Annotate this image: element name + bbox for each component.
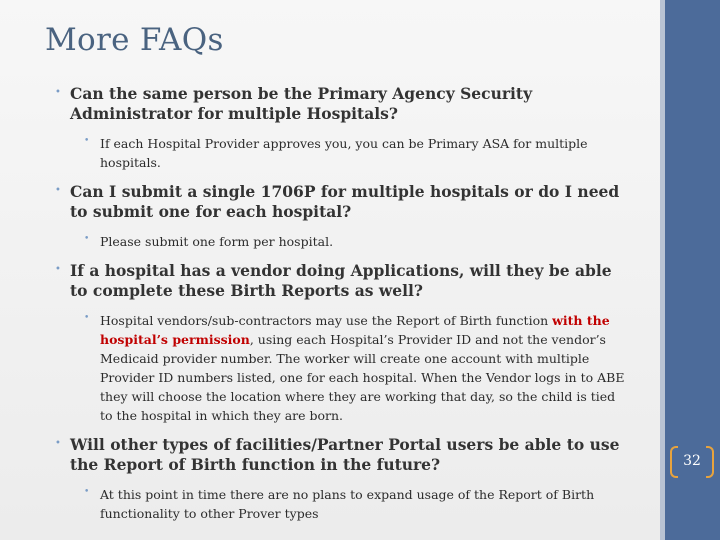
faq-answer: At this point in time there are no plans to expand usage of the Report of Birth functionality to other Prover types (100, 487, 595, 521)
faq-item (55, 182, 630, 251)
faq-question: Will other types of facilities/Partner Portal users be able to use the Report of Birth function in the future? (70, 435, 620, 474)
faq-question: Can I submit a single 1706P for multiple hospitals or do I need to submit one for each hospital? (70, 182, 620, 221)
bullet-icon: • (84, 234, 90, 244)
faq-answer-item (70, 311, 630, 425)
answer-text-start: Hospital vendors/sub-contractors may use the Report of Birth function (100, 313, 553, 328)
faq-question: If a hospital has a vendor doing Applications, will they be able to complete these Birth Reports as well? (70, 261, 612, 300)
bullet-icon: • (55, 264, 61, 275)
left-bracket-icon (670, 446, 678, 478)
slide-title: More FAQs (45, 22, 224, 58)
faq-answer: Please submit one form per hospital. (100, 234, 334, 249)
page-number-text: 32 (683, 453, 701, 469)
page-number (670, 446, 714, 476)
faq-answer-item (70, 232, 630, 251)
bullet-icon: • (84, 487, 90, 497)
faq-item (55, 435, 630, 523)
right-bracket-icon (706, 446, 714, 478)
faq-item (55, 84, 630, 172)
faq-question: Can the same person be the Primary Agency Security Administrator for multiple Hospitals? (70, 84, 533, 123)
bullet-icon: • (84, 313, 90, 323)
faq-answer-item (70, 485, 630, 523)
faq-item (55, 261, 630, 425)
faq-answer-item (70, 134, 630, 172)
bullet-icon: • (55, 185, 61, 196)
faq-answer (100, 311, 630, 425)
answer-text-end: , using each Hospital’s Provider ID and not the vendor’s Medicaid provider number. The worker will create one account with multiple Provider ID numbers listed, one for each hospital. When the Vendor logs in to ABE they will choose the location where they are working that day, so the child is tied to the hospital in which they are born. (100, 332, 625, 423)
bullet-icon: • (84, 136, 90, 146)
faq-answer: If each Hospital Provider approves you, you can be Primary ASA for multiple hospitals. (100, 136, 588, 170)
bullet-icon: • (55, 87, 61, 98)
faq-list (55, 84, 630, 533)
answer-highlight: with the hospital’s permission (100, 313, 610, 347)
bullet-icon: • (55, 438, 61, 449)
